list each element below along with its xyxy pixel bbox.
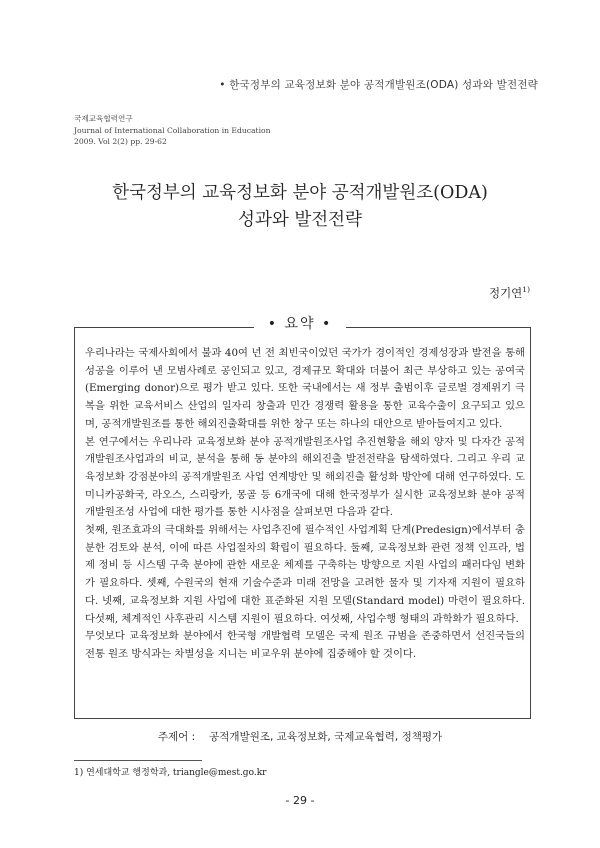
abstract-heading-text: • 요약 •	[254, 316, 346, 332]
paper-title-line2: 성과와 발전전략	[238, 210, 362, 230]
paper-title	[0, 180, 600, 234]
journal-name-korean: 국제교육협력연구	[74, 114, 133, 123]
author-name: 정기연	[488, 286, 523, 300]
page-number: - 29 -	[285, 794, 315, 807]
abstract-paragraph: 우리나라는 국제사회에서 불과 40여 년 전 최빈국이었던 국가가 경이적인 경제성장과 발전을 통해 성공을 이루어 낸 모범사례로 공인되고 있고, 경제규모 확대와 더불어 최근 부상하고 있는 공여국(Emerging donor)으로 평가 받고 있다. 또한 국내에서는 새 정부 출범이후 글로벌 경제위기 극복을 위한 교육서비스 산업의 일자리 창출과 민간 경쟁력 활용을 통한 교육수출이 요구되고 있으며, 공적개발원조를 통한 해외진출확대를 위한 창구 또는 하나의 대안으로 받아들여지고 있다.	[85, 347, 525, 430]
keywords-label: 주제어 :	[157, 731, 196, 743]
running-header: • 한국정부의 교육정보화 분야 공적개발원조(ODA) 성과와 발전전략	[219, 79, 538, 91]
abstract-paragraph: 무엇보다 교육정보화 분야에서 한국형 개발협력 모델은 국제 원조 규범을 존중하면서 선진국들의 전통 원조 방식과는 차별성을 지니는 비교우위 분야에 집중해야 할 것이다.	[85, 630, 525, 660]
journal-info	[74, 113, 270, 148]
journal-name-english: Journal of International Collaboration in Education	[74, 125, 271, 135]
keywords	[0, 729, 600, 744]
abstract-paragraph: 본 연구에서는 우리나라 교육정보화 분야 공적개발원조사업 추진현황을 해외 양자 및 다자간 공적개발원조사업과의 비교, 분석을 통해 동 분야의 해외진출 발전전략을 탐색하였다. 그리고 우리 교육정보화 강점분야의 공적개발원조 사업 연계방안 및 해외진출 활성화 방안에 대해 연구하였다. 도미니카공화국, 라오스, 스리랑카, 몽골 등 6개국에 대해 한국정부가 실시한 교육정보화 분야 공적개발원조성 사업에 대한 평가를 통한 시사점을 살펴보면 다음과 같다.	[85, 435, 525, 519]
author	[489, 285, 530, 301]
paper-title-line1: 한국정부의 교육정보화 분야 공적개발원조(ODA)	[112, 183, 488, 203]
journal-volume: 2009. Vol 2(2) pp. 29-62	[74, 137, 167, 146]
keywords-terms: 공적개발원조, 교육정보화, 국제교육협력, 정책평가	[209, 731, 443, 743]
footnote: 1) 연세대학교 행정학과, triangle@mest.go.kr	[74, 768, 267, 778]
abstract-heading	[0, 313, 600, 333]
author-footnote-mark: 1)	[522, 285, 530, 295]
footnote-divider	[74, 760, 202, 761]
abstract-paragraph: 첫째, 원조효과의 극대화를 위해서는 사업추진에 필수적인 사업계획 단계(Predesign)에서부터 충분한 검토와 분석, 이에 따른 사업절차의 확립이 필요하다. 둘째, 교육정보화 관련 정책 인프라, 법제 정비 등 시스템 구축 분야에 관한 새로운 체제를 구축하는 방향으로 지원 사업의 패러다임 변화가 필요하다. 셋째, 수원국의 현재 기술수준과 미래 전망을 고려한 물자 및 기자재 지원이 필요하다. 넷째, 교육정보화 지원 사업에 대한 표준화된 지원 모델(Standard model) 마련이 필요하다. 다섯째, 체계적인 사후관리 시스템 지원이 필요하다. 여섯째, 사업수행 형태의 과학화가 필요하다.	[85, 524, 525, 625]
abstract-body	[85, 345, 525, 664]
